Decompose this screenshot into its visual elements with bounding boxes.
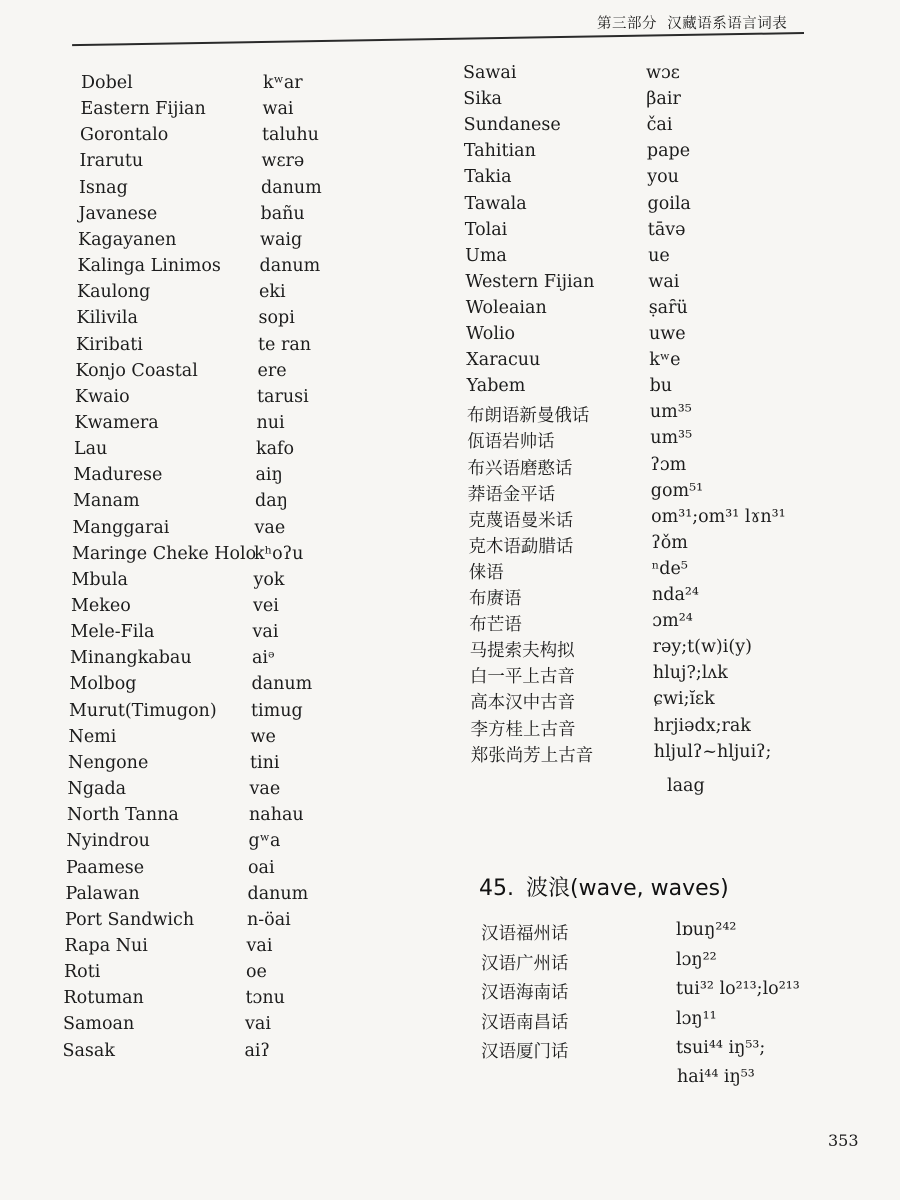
language-name: Tolai (464, 219, 508, 240)
language-name: Kiribati (76, 334, 143, 355)
language-name: 郑张尚芳上古音 (470, 745, 594, 766)
language-name: 高本汉中古音 (470, 693, 576, 714)
language-name: Samoan (63, 1014, 135, 1035)
language-name: Sasak (62, 1040, 115, 1061)
word-form: nui (256, 412, 285, 433)
word-form: taluhu (262, 125, 319, 146)
word-form: um³⁵ (649, 402, 692, 423)
language-name: Kilivila (76, 308, 138, 329)
word-form: timug (251, 700, 303, 721)
header-rule (72, 32, 804, 46)
language-name: Nyindrou (66, 831, 150, 852)
language-name: 汉语南昌话 (481, 1012, 569, 1033)
word-form: lɔŋ²² (676, 949, 717, 970)
language-name: Kaulong (77, 282, 151, 303)
word-form: ṣaȓü (648, 297, 688, 318)
running-header (597, 12, 787, 33)
word-form: ue (648, 245, 670, 266)
language-name: 布芒语 (469, 615, 522, 636)
language-name: North Tanna (67, 805, 179, 826)
word-form: te ran (258, 334, 312, 355)
language-name: Kagayanen (78, 229, 177, 250)
word-form: kʰoʔu (254, 543, 304, 564)
word-form: eki (259, 282, 286, 303)
word-form: nahau (249, 805, 304, 826)
word-form: hrjiədx;rak (653, 715, 751, 736)
word-form: bu (649, 376, 673, 397)
word-form: vae (254, 517, 286, 538)
language-name: Minangkabau (70, 648, 192, 669)
word-form: tini (250, 752, 280, 773)
language-name: Mbula (71, 569, 128, 590)
word-form: kʷe (649, 350, 681, 371)
language-name: Isnag (79, 177, 128, 198)
language-name: 汉语福州话 (481, 924, 569, 944)
language-name: Manggarai (72, 517, 170, 538)
word-form: nda²⁴ (652, 585, 699, 605)
language-name: Javanese (78, 203, 158, 224)
continuation-line: laag (667, 776, 705, 796)
language-name: Dobel (81, 73, 133, 93)
language-name: 布朗语新曼俄话 (466, 406, 590, 427)
language-name: Nengone (68, 752, 149, 773)
header-title: 汉藏语系语言词表 (667, 16, 788, 32)
word-form: aiʔ (244, 1040, 270, 1061)
section-title: 波浪(wave, waves) (526, 876, 729, 901)
language-name: Maringe Cheke Holo (72, 543, 257, 564)
word-form: rəy;t(w)i(y) (652, 637, 752, 658)
word-form: uwe (649, 324, 686, 344)
word-form: ʔɔm (650, 454, 687, 475)
language-name: Woleaian (465, 297, 547, 318)
language-name: Yabem (466, 376, 526, 397)
language-name: Kalinga Linimos (77, 256, 221, 277)
language-name: Molbog (69, 674, 137, 695)
language-name: Takia (464, 167, 512, 188)
word-form: hljulʔ~hljuiʔ; (653, 741, 772, 762)
language-name: Nemi (68, 726, 117, 747)
language-name: 汉语广州话 (481, 953, 569, 974)
word-form: waig (260, 229, 303, 250)
word-form: oai (248, 857, 275, 878)
word-form: danum (251, 674, 313, 695)
word-form: hluj?;lʌk (652, 663, 728, 684)
language-name: 克蔑语曼米话 (468, 510, 574, 531)
word-form: daŋ (255, 491, 288, 512)
language-name: 克木语勐腊话 (468, 536, 574, 557)
language-name: Ngada (67, 779, 127, 800)
word-form: tāvə (647, 219, 686, 240)
continuation-line: hai⁴⁴ iŋ⁵³ (677, 1067, 755, 1087)
language-name: Murut(Timugon) (69, 700, 217, 721)
page-number: 353 (828, 1131, 859, 1150)
word-form: you (647, 167, 679, 188)
word-form: tsui⁴⁴ iŋ⁵³; (676, 1038, 766, 1058)
word-form: tɔnu (245, 988, 285, 1009)
language-name: Wolio (466, 324, 516, 344)
word-form: vae (249, 779, 281, 800)
language-name: 俫语 (468, 562, 504, 583)
word-form: sopi (258, 308, 295, 329)
word-form: vai (246, 935, 273, 956)
word-form: vai (245, 1014, 271, 1035)
section-number: 45. (479, 876, 514, 901)
word-form: ɕwi;ĭɛk (653, 689, 715, 710)
language-name: Paamese (66, 857, 145, 878)
word-form: gʷa (248, 831, 281, 852)
language-name: 布兴语磨憨话 (467, 458, 573, 479)
language-name: Gorontalo (80, 125, 169, 146)
language-name: Irarutu (79, 151, 144, 172)
language-name: Mekeo (71, 596, 131, 616)
language-name: Kwamera (74, 412, 159, 433)
word-form: om³¹;om³¹ lɤn³¹ (651, 506, 786, 527)
language-name: Tawala (464, 193, 527, 214)
word-form: aiᵊ (252, 648, 275, 669)
word-form: um³⁵ (650, 428, 693, 449)
language-name: 白一平上古音 (469, 667, 575, 688)
header-section: 第三部分 (597, 16, 657, 32)
word-form: wai (648, 271, 680, 292)
word-form: oe (246, 962, 267, 983)
language-name: Uma (465, 245, 507, 266)
word-form: yok (253, 569, 285, 590)
word-form: wai (262, 99, 294, 120)
word-form: pape (646, 141, 691, 162)
section-heading (479, 871, 729, 902)
language-name: Western Fijian (465, 271, 595, 292)
language-name: Rotuman (63, 988, 144, 1009)
language-name: 莽语金平话 (467, 484, 556, 505)
word-form: aiŋ (255, 465, 283, 486)
word-form: lɒuŋ²⁴² (676, 920, 737, 940)
word-form: tarusi (257, 386, 309, 407)
language-name: Madurese (73, 465, 163, 486)
word-form: lɔŋ¹¹ (676, 1008, 717, 1029)
language-name: Roti (64, 962, 101, 983)
word-form: bañu (260, 203, 305, 224)
language-name: Lau (74, 439, 108, 460)
word-form: danum (247, 883, 309, 904)
word-form: vei (253, 596, 279, 616)
word-form: we (250, 726, 276, 747)
language-name: Palawan (65, 883, 140, 904)
word-form: wɛrə (261, 151, 305, 172)
language-name: 马提索夫构拟 (469, 641, 575, 662)
language-name: Kwaio (75, 386, 130, 407)
word-form: wɔɛ (646, 63, 680, 83)
word-form: βair (646, 89, 681, 110)
word-form: goila (647, 193, 691, 214)
word-form: danum (259, 256, 321, 277)
language-name: Xaracuu (466, 350, 541, 371)
language-name: 布赓语 (469, 589, 522, 609)
language-name: Port Sandwich (65, 909, 195, 930)
word-form: vai (252, 622, 279, 643)
language-name: Mele-Fila (70, 622, 155, 643)
word-form: ⁿde⁵ (651, 558, 688, 579)
language-name: Rapa Nui (64, 935, 148, 956)
language-name: Manam (73, 491, 140, 512)
language-name: 佤语岩帅话 (467, 432, 555, 453)
word-form: gom⁵¹ (650, 480, 704, 501)
language-name: Sika (463, 89, 502, 110)
language-name: Sawai (463, 63, 517, 83)
word-form: n-öai (247, 909, 291, 930)
word-form: ɔm²⁴ (652, 611, 693, 632)
language-name: Eastern Fijian (80, 99, 206, 120)
word-form: danum (261, 177, 322, 198)
language-name: Sundanese (463, 115, 561, 136)
word-form: čai (646, 115, 673, 136)
word-form: ʔǒm (651, 532, 688, 553)
word-form: kʷar (263, 73, 303, 93)
language-name: 汉语厦门话 (481, 1042, 569, 1062)
language-name: Tahitian (463, 141, 536, 162)
language-name: 李方桂上古音 (470, 719, 576, 740)
word-form: kafo (256, 439, 295, 460)
language-name: 汉语海南话 (481, 983, 569, 1003)
word-form: ere (257, 360, 287, 381)
word-form: tui³² lo²¹³;lo²¹³ (676, 979, 800, 999)
language-name: Konjo Coastal (75, 360, 198, 381)
